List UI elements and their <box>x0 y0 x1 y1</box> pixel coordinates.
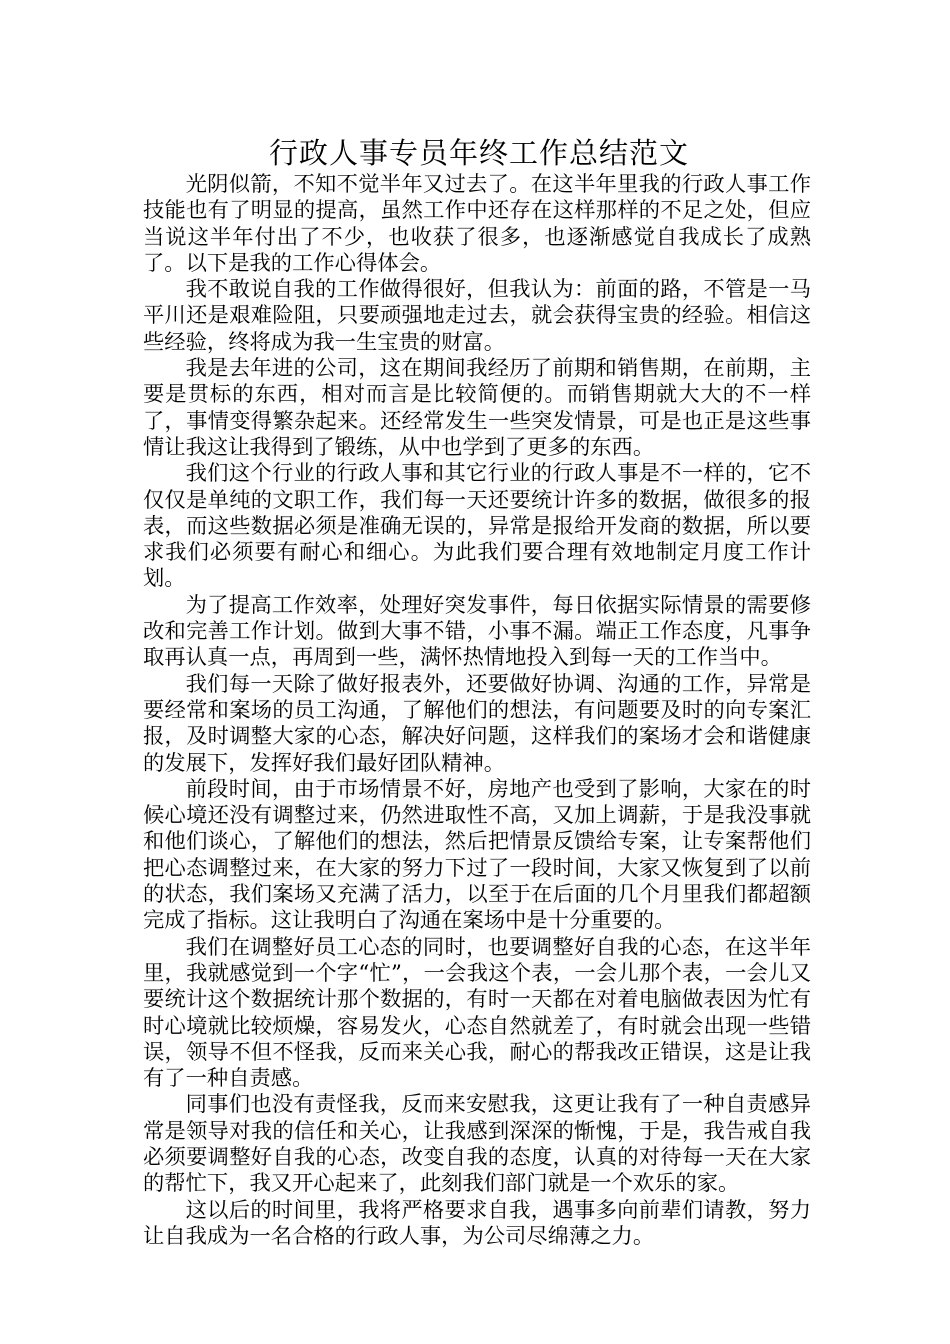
paragraph-4: 我们这个行业的行政人事和其它行业的行政人事是不一样的，它不仅仅是单纯的文职工作，我们每一天还要统计许多的数据，做很多的报表，而这些数据必须是准确无误的，异常是报给开发商的数据，所以要求我们必须要有耐心和细心。为此我们要合理有效地制定月度工作计划。 <box>143 461 811 592</box>
document-title: 行政人事专员年终工作总结范文 <box>268 136 689 170</box>
paragraph-8: 我们在调整好员工心态的同时，也要调整好自我的心态，在这半年里，我就感觉到一个字“忙”，一会我这个表，一会儿那个表，一会儿又要统计这个数据统计那个数据的，有时一天都在对着电脑做表因为忙有时心境就比较烦燥，容易发火，心态自然就差了，有时就会出现一些错误，领导不但不怪我，反而来关心我，耐心的帮我改正错误，这是让我有了一种自责感。 <box>143 934 811 1092</box>
paragraph-2: 我不敢说自我的工作做得很好，但我认为：前面的路，不管是一马平川还是艰难险阻，只要顽强地走过去，就会获得宝贵的经验。相信这些经验，终将成为我一生宝贵的财富。 <box>143 277 811 355</box>
paragraph-1: 光阴似箭，不知不觉半年又过去了。在这半年里我的行政人事工作技能也有了明显的提高，虽然工作中还存在这样那样的不足之处，但应当说这半年付出了不少，也收获了很多，也逐渐感觉自我成长了成熟了。以下是我的工作心得体会。 <box>143 172 811 276</box>
paragraph-3: 我是去年进的公司，这在期间我经历了前期和销售期，在前期，主要是贯标的东西，相对而言是比较简便的。而销售期就大大的不一样了，事情变得繁杂起来。还经常发生一些突发情景，可是也正是这些事情让我这让我得到了锻练，从中也学到了更多的东西。 <box>143 356 811 460</box>
document-body <box>143 172 811 1250</box>
paragraph-5: 为了提高工作效率，处理好突发事件，每日依据实际情景的需要修改和完善工作计划。做到大事不错，小事不漏。端正工作态度，凡事争取再认真一点，再周到一些，满怀热情地投入到每一天的工作当中。 <box>143 592 811 671</box>
paragraph-9: 同事们也没有责怪我，反而来安慰我，这更让我有了一种自责感异常是领导对我的信任和关心，让我感到深深的惭愧，于是，我告戒自我必须要调整好自我的心态，改变自我的态度，认真的对待每一天在大家的帮忙下，我又开心起来了，此刻我们部门就是一个欢乐的家。 <box>143 1092 811 1197</box>
paragraph-7: 前段时间，由于市场情景不好，房地产也受到了影响，大家在的时候心境还没有调整过来，仍然进取性不高，又加上调薪，于是我没事就和他们谈心，了解他们的想法，然后把情景反馈给专案，让专案帮他们把心态调整过来，在大家的努力下过了一段时间，大家又恢复到了以前的状态，我们案场又充满了活力，以至于在后面的几个月里我们都超额完成了指标。这让我明白了沟通在案场中是十分重要的。 <box>143 776 811 934</box>
paragraph-10: 这以后的时间里，我将严格要求自我，遇事多向前辈们请教，努力让自我成为一名合格的行政人事，为公司尽绵薄之力。 <box>143 1197 811 1249</box>
document-page <box>143 134 811 1250</box>
paragraph-6: 我们每一天除了做好报表外，还要做好协调、沟通的工作，异常是要经常和案场的员工沟通，了解他们的想法，有问题要及时的向专案汇报，及时调整大家的心态，解决好问题，这样我们的案场才会和谐健康的发展下，发挥好我们最好团队精神。 <box>143 671 811 776</box>
